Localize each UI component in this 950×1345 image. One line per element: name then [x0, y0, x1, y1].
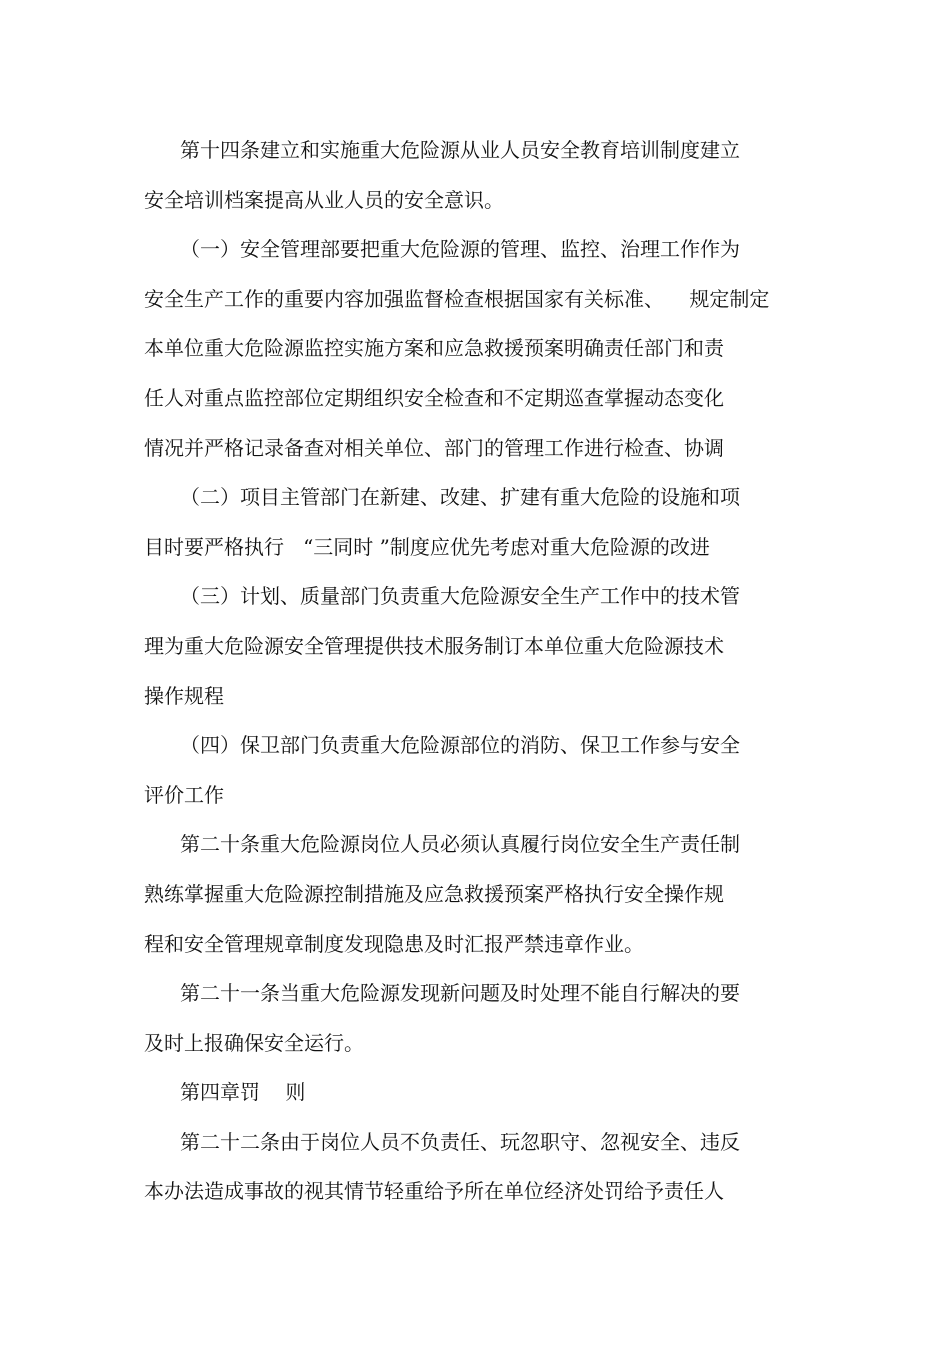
text-line: 及时上报确保安全运行。 — [144, 1030, 364, 1055]
text-line: 熟练掌握重大危险源控制措施及应急救援预案严格执行安全操作规 — [144, 881, 724, 906]
text-line: 安全培训档案提高从业人员的安全意识。 — [144, 187, 504, 212]
text-line: 第四章罚 则 — [180, 1080, 306, 1105]
text-line: 评价工作 — [144, 782, 224, 807]
text-line: （三）计划、质量部门负责重大危险源安全生产工作中的技术管 — [180, 584, 740, 609]
text-line: 程和安全管理规章制度发现隐患及时汇报严禁违章作业。 — [144, 931, 644, 956]
text-line: 本单位重大危险源监控实施方案和应急救援预案明确责任部门和责 — [144, 336, 724, 361]
text-line: 第十四条建立和实施重大危险源从业人员安全教育培训制度建立 — [180, 138, 740, 162]
text-line: 第二十二条由于岗位人员不负责任、玩忽职守、忽视安全、违反 — [180, 1129, 740, 1154]
text-line: （四）保卫部门负责重大危险源部位的消防、保卫工作参与安全 — [180, 733, 740, 758]
text-line: 情况并严格记录备查对相关单位、部门的管理工作进行检查、协调 — [144, 435, 724, 460]
document-body — [144, 126, 824, 1217]
text-line: 第二十条重大危险源岗位人员必须认真履行岗位安全生产责任制 — [180, 832, 740, 857]
text-line: 操作规程 — [144, 683, 224, 708]
text-line: 目时要严格执行 “三同时 ”制度应优先考虑对重大危险源的改进 — [144, 534, 710, 559]
text-line: 理为重大危险源安全管理提供技术服务制订本单位重大危险源技术 — [144, 633, 724, 658]
text-line: 本办法造成事故的视其情节轻重给予所在单位经济处罚给予责任人 — [144, 1179, 724, 1204]
text-line: 安全生产工作的重要内容加强监督检查根据国家有关标准、 规定制定 — [144, 286, 770, 311]
text-line: 任人对重点监控部位定期组织安全检查和不定期巡查掌握动态变化 — [144, 385, 724, 410]
text-line: 第二十一条当重大危险源发现新问题及时处理不能自行解决的要 — [180, 981, 740, 1006]
text-line: （二）项目主管部门在新建、改建、扩建有重大危险的设施和项 — [180, 485, 740, 510]
text-line: （一）安全管理部要把重大危险源的管理、监控、治理工作作为 — [180, 237, 740, 262]
